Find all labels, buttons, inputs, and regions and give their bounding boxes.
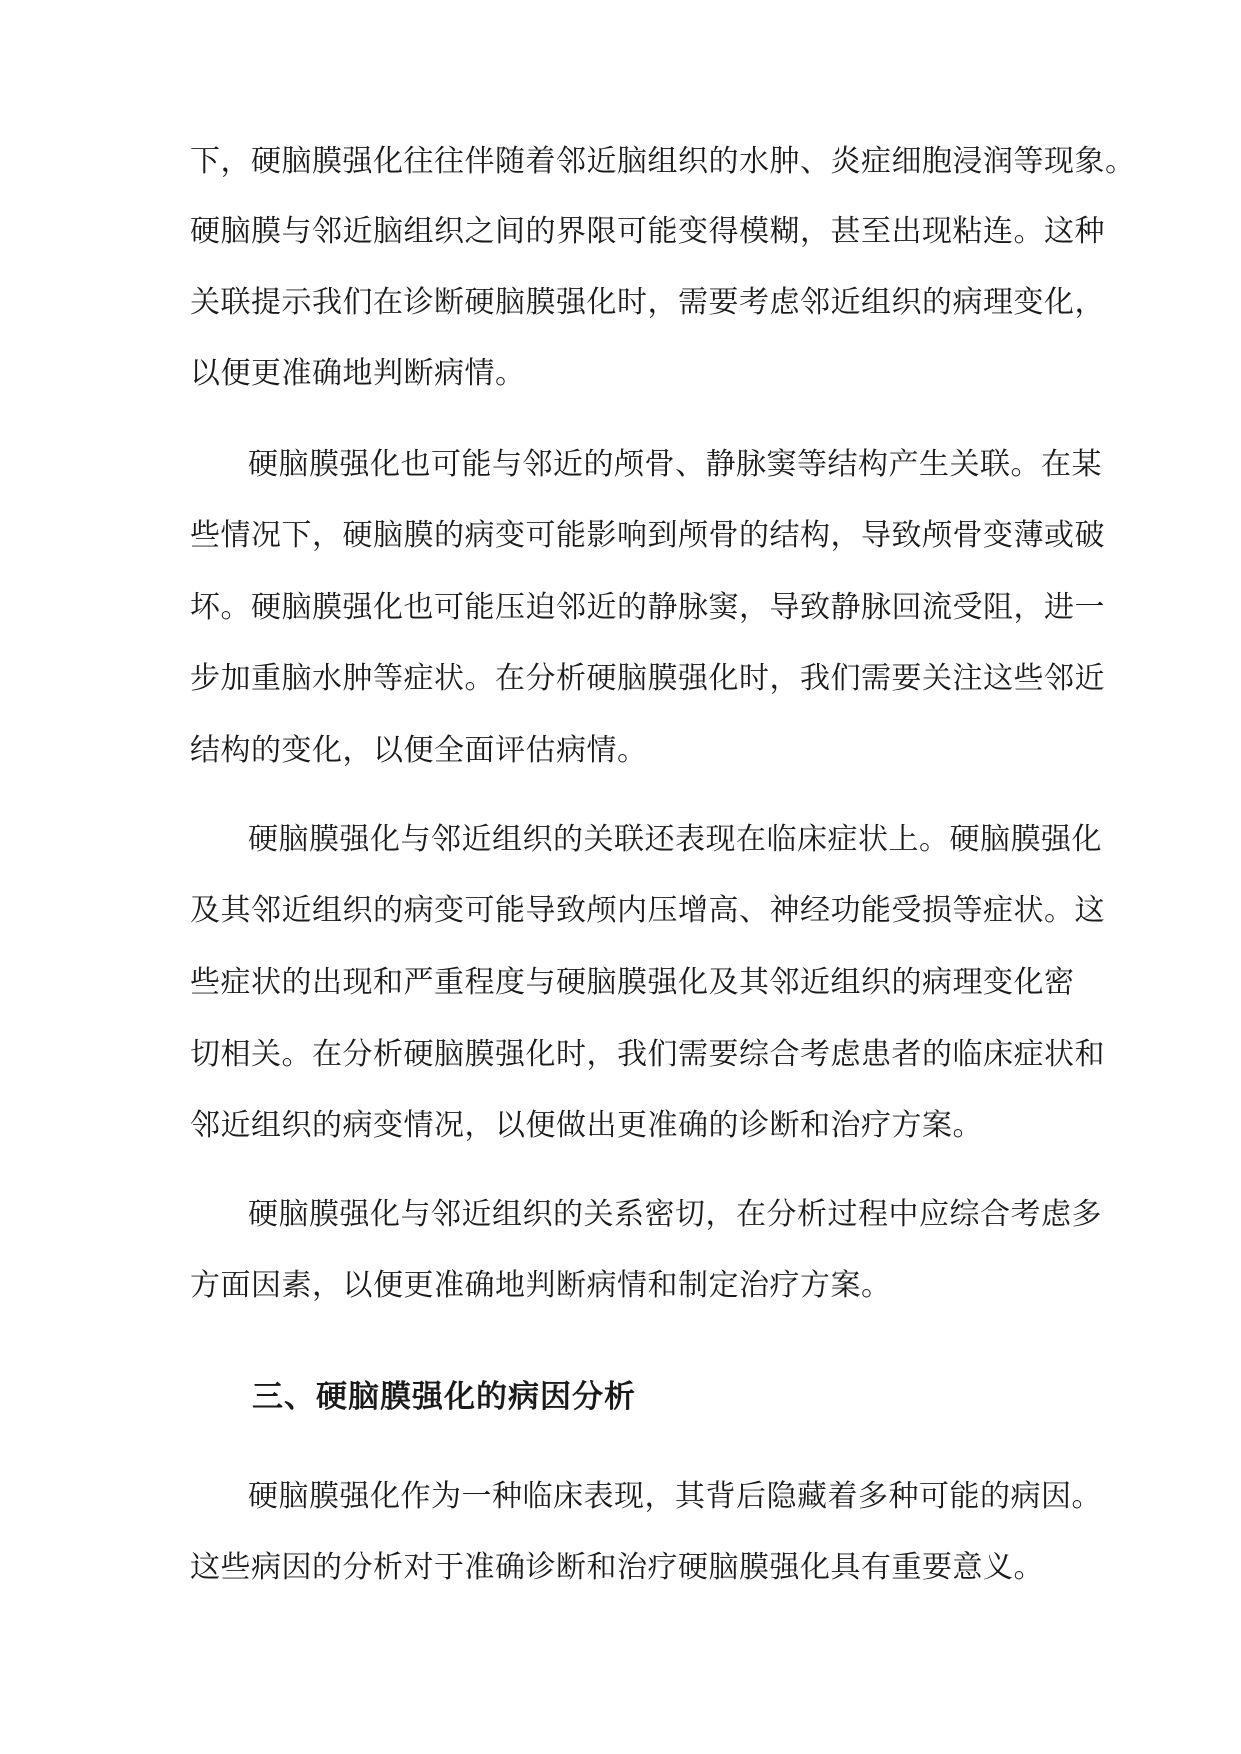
text-line: 硬脑膜强化与邻近组织的关系密切，在分析过程中应综合考虑多: [248, 1197, 1102, 1232]
text-line: 邻近组织的病变情况，以便做出更准确的诊断和治疗方案。: [190, 1108, 983, 1143]
text-line: 方面因素，以便更准确地判断病情和制定治疗方案。: [190, 1268, 892, 1303]
text-line: 些情况下，硬脑膜的病变可能影响到颅骨的结构，导致颅骨变薄或破: [190, 518, 1105, 553]
text-line: 硬脑膜强化作为一种临床表现，其背后隐藏着多种可能的病因。: [248, 1479, 1102, 1514]
text-line: 这些病因的分析对于准确诊断和治疗硬脑膜强化具有重要意义。: [190, 1550, 1044, 1585]
text-line: 及其邻近组织的病变可能导致颅内压增高、神经功能受损等症状。这: [190, 893, 1105, 928]
text-line: 关联提示我们在诊断硬脑膜强化时，需要考虑邻近组织的病理变化，: [190, 285, 1105, 320]
text-line: 硬脑膜与邻近脑组织之间的界限可能变得模糊，甚至出现粘连。这种: [190, 214, 1105, 249]
text-line: 步加重脑水肿等症状。在分析硬脑膜强化时，我们需要关注这些邻近: [190, 661, 1105, 696]
text-line: 下，硬脑膜强化往往伴随着邻近脑组织的水肿、炎症细胞浸润等现象。: [190, 144, 1136, 179]
text-line: 硬脑膜强化与邻近组织的关联还表现在临床症状上。硬脑膜强化: [248, 822, 1102, 857]
text-line: 坏。硬脑膜强化也可能压迫邻近的静脉窦，导致静脉回流受阻，进一: [190, 590, 1105, 625]
text-line: 些症状的出现和严重程度与硬脑膜强化及其邻近组织的病理变化密: [190, 965, 1075, 1000]
text-line: 以便更准确地判断病情。: [190, 356, 526, 391]
section-heading: 三、硬脑膜强化的病因分析: [252, 1379, 636, 1415]
text-line: 结构的变化，以便全面评估病情。: [190, 733, 648, 768]
text-line: 切相关。在分析硬脑膜强化时，我们需要综合考虑患者的临床症状和: [190, 1037, 1105, 1072]
text-line: 硬脑膜强化也可能与邻近的颅骨、静脉窦等结构产生关联。在某: [248, 447, 1102, 482]
